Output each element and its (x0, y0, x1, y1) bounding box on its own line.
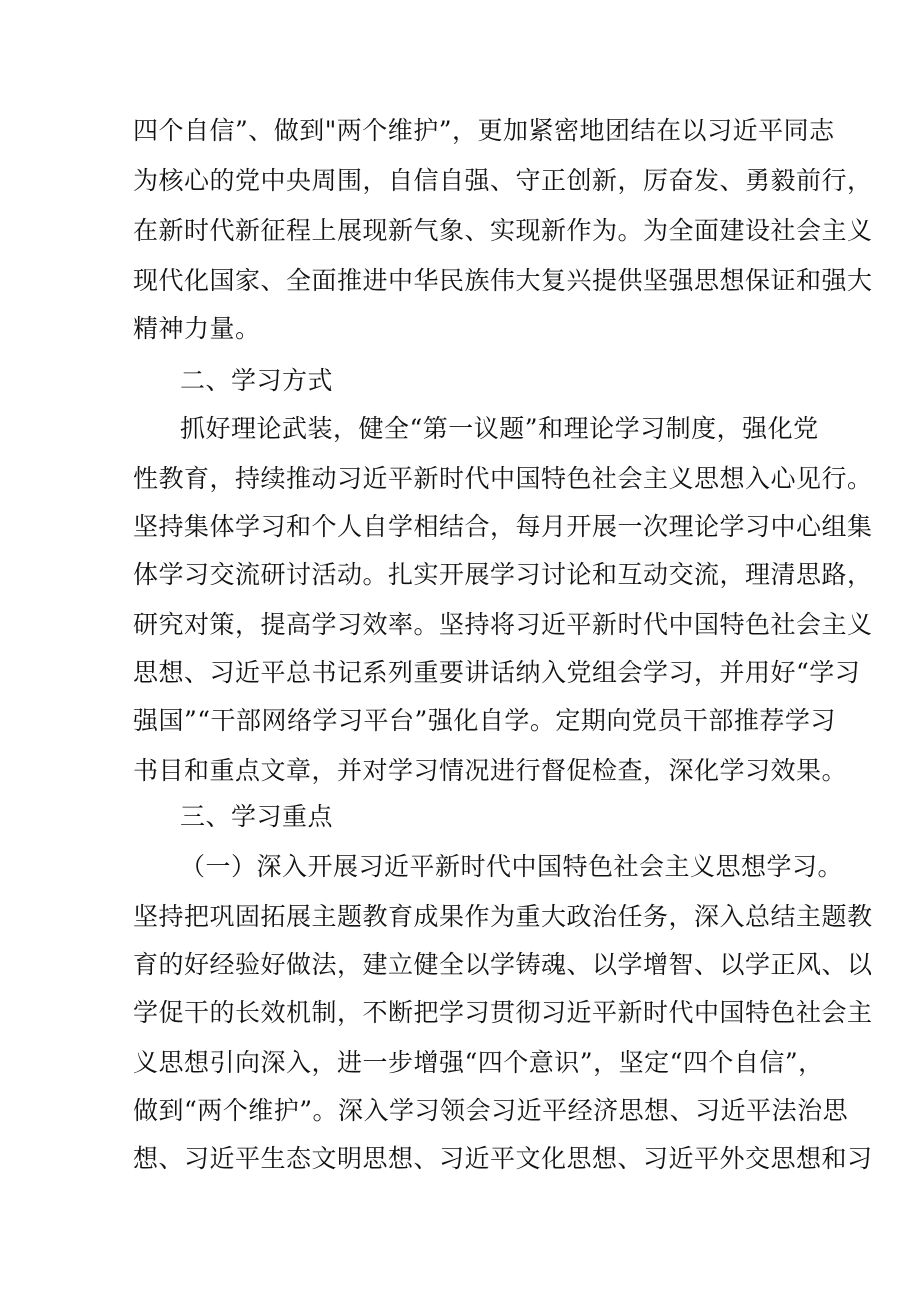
section-heading: 二、学习方式 (180, 366, 334, 395)
paragraph-line: 抓好理论武装，健全“第一议题”和理论学习制度，强化党 (180, 414, 819, 443)
paragraph-line: 在新时代新征程上展现新气象、实现新作为。为全面建设社会主义 (133, 216, 873, 245)
paragraph-line: 义思想引向深入，进一步增强“四个意识”，坚定“四个自信”， (133, 1048, 824, 1077)
paragraph-line: （一）深入开展习近平新时代中国特色社会主义思想学习。 (180, 852, 844, 881)
paragraph-line: 坚持把巩固拓展主题教育成果作为重大政治任务，深入总结主题教 (133, 902, 873, 931)
paragraph-line: 书目和重点文章，并对学习情况进行督促检查，深化学习效果。 (133, 756, 848, 785)
paragraph-line: 做到“两个维护”。深入学习领会习近平经济思想、习近平法治思 (133, 1096, 849, 1125)
paragraph-line: 体学习交流研讨活动。扎实开展学习讨论和互动交流，理清思路， (133, 560, 873, 589)
paragraph-line: 思想、习近平总书记系列重要讲话纳入党组会学习，并用好“学习 (133, 658, 861, 687)
paragraph-line: 现代化国家、全面推进中华民族伟大复兴提供坚强思想保证和强大 (133, 266, 873, 295)
paragraph-line: 研究对策，提高学习效率。坚持将习近平新时代中国特色社会主义 (133, 610, 873, 639)
paragraph-line: 育的好经验好做法，建立健全以学铸魂、以学增智、以学正风、以 (133, 950, 873, 979)
paragraph-line: 为核心的党中央周围，自信自强、守正创新，厉奋发、勇毅前行， (133, 166, 873, 195)
section-heading: 三、学习重点 (180, 802, 334, 831)
paragraph-line: 学促干的长效机制，不断把学习贯彻习近平新时代中国特色社会主 (133, 998, 873, 1027)
paragraph-line: 想、习近平生态文明思想、习近平文化思想、习近平外交思想和习 (133, 1144, 873, 1173)
paragraph-line: 坚持集体学习和个人自学相结合，每月开展一次理论学习中心组集 (133, 512, 873, 541)
paragraph-line: 强国”“干部网络学习平台”强化自学。定期向党员干部推荐学习 (133, 706, 836, 735)
paragraph-line: 四个自信”、做到"两个维护”，更加紧密地团结在以习近平同志 (133, 116, 835, 145)
paragraph-line: 性教育，持续推动习近平新时代中国特色社会主义思想入心见行。 (133, 464, 873, 493)
paragraph-line: 精神力量。 (133, 314, 261, 343)
